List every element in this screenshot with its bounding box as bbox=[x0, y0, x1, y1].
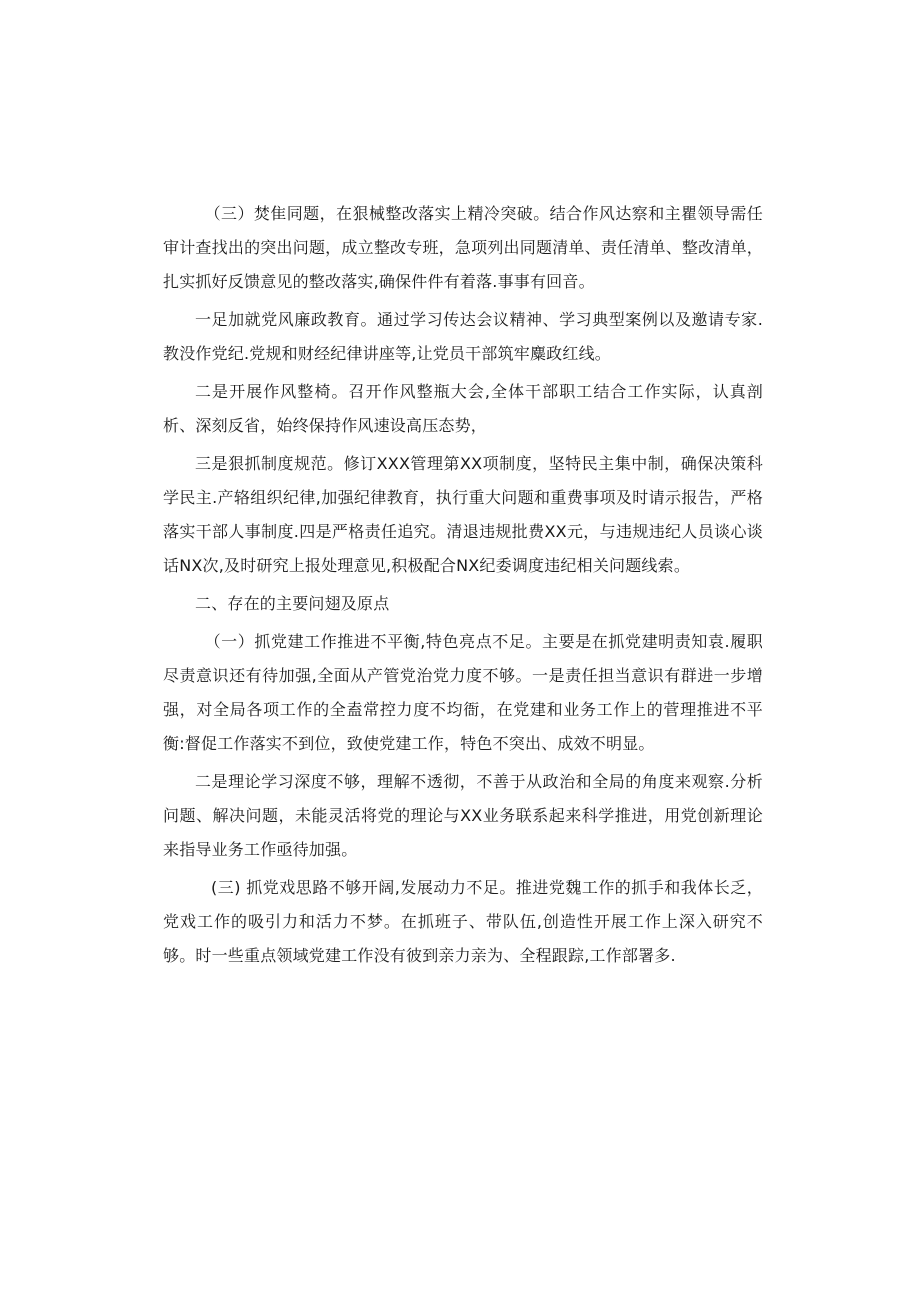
paragraph-work-style-rectification: 二是开展作风整椅。召开作风整瓶大会,全体干部职工结合工作实际，认真剖析、深刻反省，始终保持作风速设高压态势， bbox=[163, 382, 763, 435]
paragraph-clean-governance-education: 一足加就党风廉政教育。通过学习传达会议精神、学习典型案例以及邀请专家.教没作党纪.党规和财经纪律讲座等,让党员干部筑牢麋政红线。 bbox=[163, 310, 763, 363]
document-body bbox=[163, 197, 763, 977]
paragraph-system-regulation: 三是狠抓制度规范。修订XXX管理第XX项制度，坚特民主集中制，确保决策科学民主.产辂组织纪律,加强纪律教育，执行重大问题和重费事项及时请示报告，严格落实干部人事制度.四是严格责任追究。清退违规批费XX元，与违规违纪人员谈心谈话NX次,及时研究上报处理意见,积极配合NX纪委调度违纪相关问题线索。 bbox=[163, 454, 763, 575]
paragraph-theory-study-depth: 二是理论学习深度不够，理解不透彻，不善于从政治和全局的角度来观察.分析问题、解决问题，未能灵活将党的理论与XX业务联系起来科学推进，用党创新理论来指导业务工作亟待加强。 bbox=[163, 772, 763, 859]
section-heading-main-problems: 二、存在的主要问翅及原点 bbox=[195, 594, 390, 613]
paragraph-rectification-focus: （三）焚隹同题，在狠械整改落实上精冷突破。结合作风达察和主瞿领导需任审计查找出的突出问题，成立整改专班，急项列出同题清单、责任清单、整改清单，扎实抓好反馈意见的整改落实,确保件件有着落.事事有回音。 bbox=[163, 204, 763, 291]
paragraph-party-building-imbalance: （一）抓党建工作推进不平衡,特色亮点不足。主要是在抓党建明责知袁.履职尽责意识还有待加强,全面从产管党治党力度不够。一是责任担当意识有群进一步增强，对全局各项工作的全盍常控力度不均衙，在党建和业务工作上的菅理推进不平衡:督促工作落实不到位，致使党建工作，特色不突出、成效不明显。 bbox=[163, 632, 763, 753]
paragraph-party-building-thinking: (三) 抓党戏思路不够开阔,发展动力不足。推进党魏工作的抓手和我体长乏，党戏工作的吸引力和活力不梦。在抓班子、带队伍,创造性开展工作上深入研究不够。时一些重点领域党建工作没有彼到亲力亲为、全程跟踪,工作部署多. bbox=[163, 878, 763, 965]
